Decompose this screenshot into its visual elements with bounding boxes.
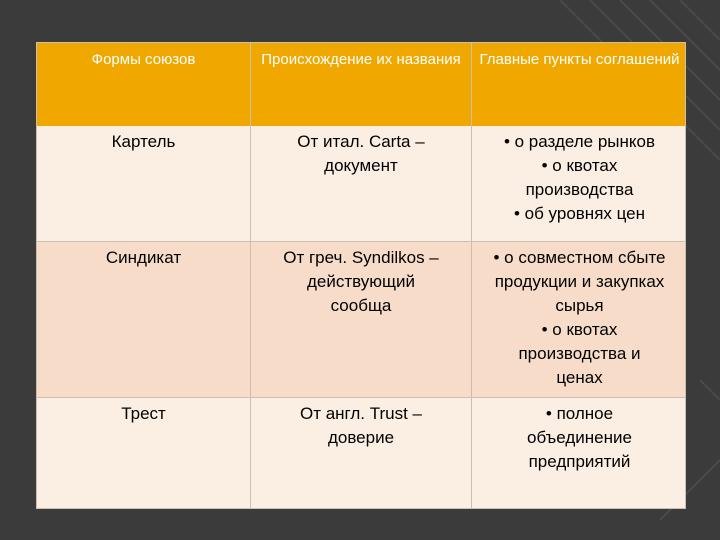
cell-origin-trust: От англ. Trust – доверие <box>250 397 471 509</box>
cell-form-syndicate: Синдикат <box>37 241 250 397</box>
cell-origin-syndicate: От греч. Syndilkos – действующий сообща <box>250 241 471 397</box>
unions-table <box>36 42 686 509</box>
cell-points-trust: • полное объединение предприятий <box>471 397 686 509</box>
cell-points-cartel: • о разделе рынков • о квотах производства • об уровнях цен <box>471 126 686 241</box>
cell-origin-cartel: От итал. Carta – документ <box>250 126 471 241</box>
cell-form-cartel: Картель <box>37 126 250 241</box>
header-points: Главные пункты соглашений <box>471 43 686 126</box>
cell-form-trust: Трест <box>37 397 250 509</box>
header-forms: Формы союзов <box>37 43 250 126</box>
cell-points-syndicate: • о совместном сбыте продукции и закупках сырья • о квотах производства и ценах <box>471 241 686 397</box>
header-origin: Происхождение их названия <box>250 43 471 126</box>
